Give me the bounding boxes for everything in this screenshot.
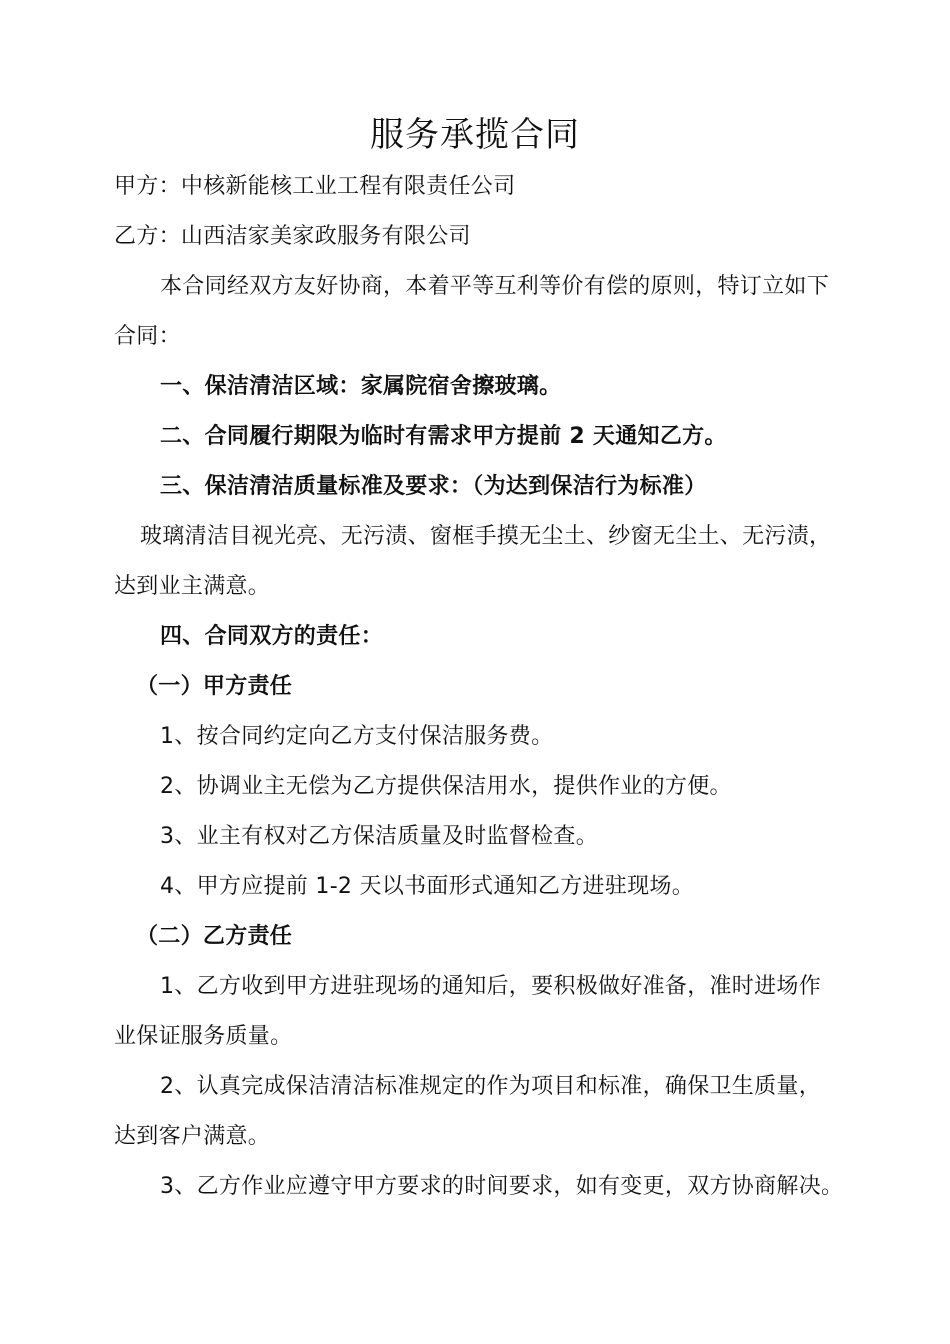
quality-line-2: 达到业主满意。 [114, 574, 271, 599]
section-3-heading: 三、保洁清洁质量标准及要求：（为达到保洁行为标准） [160, 474, 707, 499]
party-a-duty-item: 2、协调业主无偿为乙方提供保洁用水，提供作业的方便。 [160, 774, 732, 799]
party-b-duty-item-1-line-1: 1、乙方收到甲方进驻现场的通知后，要积极做好准备，准时进场作 [160, 974, 821, 999]
section-2-heading: 二、合同履行期限为临时有需求甲方提前 2 天通知乙方。 [160, 424, 727, 449]
party-b-duty-item-3: 3、乙方作业应遵守甲方要求的时间要求，如有变更，双方协商解决。 [160, 1174, 844, 1199]
quality-line-1: 玻璃清洁目视光亮、无污渍、窗框手摸无尘土、纱窗无尘土、无污渍， [140, 524, 832, 549]
party-b-duty-item-1-line-2: 业保证服务质量。 [114, 1024, 293, 1049]
party-a-duty-item: 3、业主有权对乙方保洁质量及时监督检查。 [160, 824, 598, 849]
preamble-line-2: 合同： [114, 324, 181, 349]
party-a-duty-item: 1、按合同约定向乙方支付保洁服务费。 [160, 724, 554, 749]
document-title: 服务承揽合同 [370, 115, 580, 155]
preamble-line-1: 本合同经双方友好协商，本着平等互利等价有偿的原则，特订立如下 [160, 274, 830, 299]
party-b-duty-item-2-line-1: 2、认真完成保洁清洁标准规定的作为项目和标准，确保卫生质量， [160, 1074, 821, 1099]
section-4-heading: 四、合同双方的责任： [160, 624, 384, 649]
section-1-heading: 一、保洁清洁区域：家属院宿舍擦玻璃。 [160, 374, 562, 399]
party-a-line: 甲方：中核新能核工业工程有限责任公司 [114, 174, 516, 199]
party-b-line: 乙方：山西洁家美家政服务有限公司 [114, 224, 471, 249]
party-b-duties-heading: （二）乙方责任 [136, 924, 293, 949]
party-a-duty-item: 4、甲方应提前 1-2 天以书面形式通知乙方进驻现场。 [160, 874, 695, 899]
party-b-duty-item-2-line-2: 达到客户满意。 [114, 1124, 271, 1149]
party-a-duties-heading: （一）甲方责任 [136, 674, 293, 699]
